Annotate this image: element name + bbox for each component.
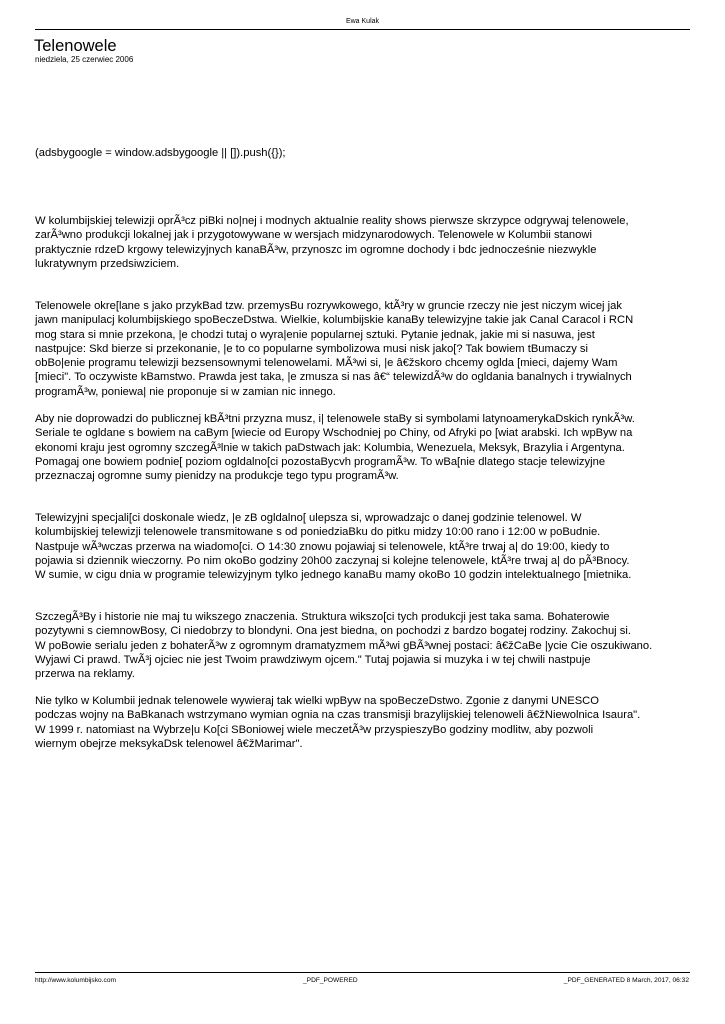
paragraph-line: Aby nie doprowadzi do publicznej kBÃ³tni przyzna musz, i| telenowele staBy si symbolami latynoamerykaDskich rynkÃ³w. xyxy=(35,413,635,425)
paragraph-line: jawn manipulacj kolumbijskiego spoBeczeDstwa. Wielkie, kolumbijskie kanaBy telewizyjne takie jak Canal Caracol i RCN xyxy=(35,314,634,327)
paragraph-line: podczas wojny na BaBkanach wstrzymano wymian ognia na czas transmisji brazylijskiej telenoweli â€žNiewolnica Isaura". xyxy=(35,709,641,722)
paragraph-line: Wyjawi Ci prawd. TwÃ³j ojciec nie jest Twoim prawdziwym ojcem." Tutaj pojawia si muzyka i w tej chwili nastpuje xyxy=(35,653,591,666)
footer-divider xyxy=(35,972,690,973)
header-author: Ewa Kulak xyxy=(345,18,380,25)
paragraph-line: obBo|enie programu telewizji bezsensownymi telenowelami. MÃ³wi si, |e â€žskoro chcemy oglda [mieci, dajemy Wam xyxy=(35,357,618,370)
paragraph-line: praktycznie rdzeD krgowy telewizyjnych kanaBÃ³w, przynoszc im ogromne dochody i bdc jednocześnie niezwykle xyxy=(35,243,597,256)
article-paragraph xyxy=(35,694,713,751)
paragraph-line: Nastpuje wÃ³wczas przerwa na wiadomo[ci. O 14:30 znowu pojawiaj si telenowele, ktÃ³re trwaj a| do 19:00, kiedy to xyxy=(35,540,610,553)
paragraph-line: kolumbijskiej telewizji telenowele transmitowane s od poniedziaBku do pitku midzy 10:00 rano i 12:00 w poBudnie. xyxy=(35,526,601,539)
paragraph-line: zarÃ³wno produkcji lokalnej jak i przygotowywane w wersjach midzynarodowych. Telenowele w Kolumbii stanowi xyxy=(35,229,592,242)
paragraph-line: nastpujce: Skd bierze si przekonanie, |e to co popularne symbolizowa musi nisk jako[? Tak bowiem tBumaczy si xyxy=(35,342,589,355)
paragraph-line: programÃ³w, poniewa| nie proponuje si w zamian nic innego. xyxy=(35,385,336,398)
article-paragraph xyxy=(35,412,713,483)
paragraph-line: ekonomi kraju jest ogromny szczegÃ³lnie w takich paDstwach jak: Kolumbia, Wenezuela, Meksyk, Brazylia i Argentyna. xyxy=(35,441,625,454)
header-divider xyxy=(35,29,690,30)
footer-url: http://www.kolumbijsko.com xyxy=(35,977,116,984)
footer-generated: _PDF_GENERATED 8 March, 2017, 06:32 xyxy=(563,977,689,984)
article-paragraph xyxy=(35,299,713,399)
article-paragraph xyxy=(35,610,713,681)
paragraph-line: mog stara si mnie przekona, |e chodzi tutaj o wyra|enie popularnej sztuki. Pytanie jednak, jakie mi si nasuwa, jest xyxy=(35,328,595,341)
paragraph-line: lukratywnym przedsiwziciem. xyxy=(35,257,180,270)
paragraph-line: pozytywni s ciemnowBosy, Ci niedobrzy to blondyni. Ona jest biedna, on pochodzi z bardzo bogatej rodziny. Zakochuj si. xyxy=(35,625,631,638)
paragraph-line: Telenowele okre[lane s jako przykBad tzw. przemysBu rozrywkowego, ktÃ³ry w gruncie rzeczy nie jest niczym wicej jak xyxy=(35,300,622,312)
paragraph-line: [mieci". To oczywiste kBamstwo. Prawda jest taka, |e zmusza si nas â€“ telewizdÃ³w do ogldania banalnych i trywialnych xyxy=(35,371,632,384)
paragraph-line: Nie tylko w Kolumbii jednak telenowele wywieraj tak wielki wpByw na spoBeczeDstwo. Zgonie z danymi UNESCO xyxy=(35,695,599,707)
paragraph-line: przerwa na reklamy. xyxy=(35,668,135,681)
paragraph-line: SzczegÃ³By i historie nie maj tu wikszego znaczenia. Struktura wikszo[ci tych produkcji jest taka sama. Bohaterowie xyxy=(35,611,610,623)
paragraph-line: W sumie, w cigu dnia w programie telewizyjnym tylko jednego kanaBu mamy okoBo 10 godzin intelektualnego [mietnika. xyxy=(35,569,632,582)
article-date: niedziela, 25 czerwiec 2006 xyxy=(35,55,134,64)
ads-script-text: (adsbygoogle = window.adsbygoogle || []).push({}); xyxy=(35,147,286,159)
article-paragraph xyxy=(35,511,713,582)
paragraph-line: W poBowie serialu jeden z bohaterÃ³w z ogromnym dramatyzmem mÃ³wi gBÃ³wnej postaci: â€žCaBe |ycie Cie oszukiwano. xyxy=(35,639,653,652)
paragraph-line: wiernym obejrze meksykaDsk telenowel â€žMarimar". xyxy=(35,737,303,750)
paragraph-line: Seriale te ogldane s bowiem na caBym [wiecie od Europy Wschodniej po Chiny, od Afryki po [wiat arabski. Ich wpByw na xyxy=(35,427,633,440)
article-paragraph xyxy=(35,214,713,271)
paragraph-line: pojawia si dziennik wieczorny. Po nim okoBo godziny 20h00 zaczynaj si kolejne telenowele, ktÃ³re trwaj a| do pÃ³Bnocy. xyxy=(35,554,630,567)
paragraph-line: przeznaczaj ogromne sumy pienidzy na produkcje tego typu programÃ³w. xyxy=(35,470,399,483)
paragraph-line: Telewizyjni specjali[ci doskonale wiedz, |e zB ogldalno[ ulepsza si, wprowadzajc o danej godzinie telenowel. W xyxy=(35,512,582,524)
paragraph-line: Pomagaj one bowiem podnie[ poziom ogldalno[ci pozostaBycvh programÃ³w. To wBa[nie dlatego stacje telewizyjne xyxy=(35,455,606,468)
paragraph-line: W 1999 r. natomiast na Wybrze|u Ko[ci SBoniowej wiele meczetÃ³w przyspieszyBo godziny modlitw, aby pozwoli xyxy=(35,723,594,736)
footer-powered: _PDF_POWERED xyxy=(303,977,358,984)
article-title: Telenowele xyxy=(34,37,117,55)
paragraph-line: W kolumbijskiej telewizji oprÃ³cz piBki no|nej i modnych aktualnie reality shows pierwsze skrzypce odgrywaj telenowele, xyxy=(35,215,629,227)
